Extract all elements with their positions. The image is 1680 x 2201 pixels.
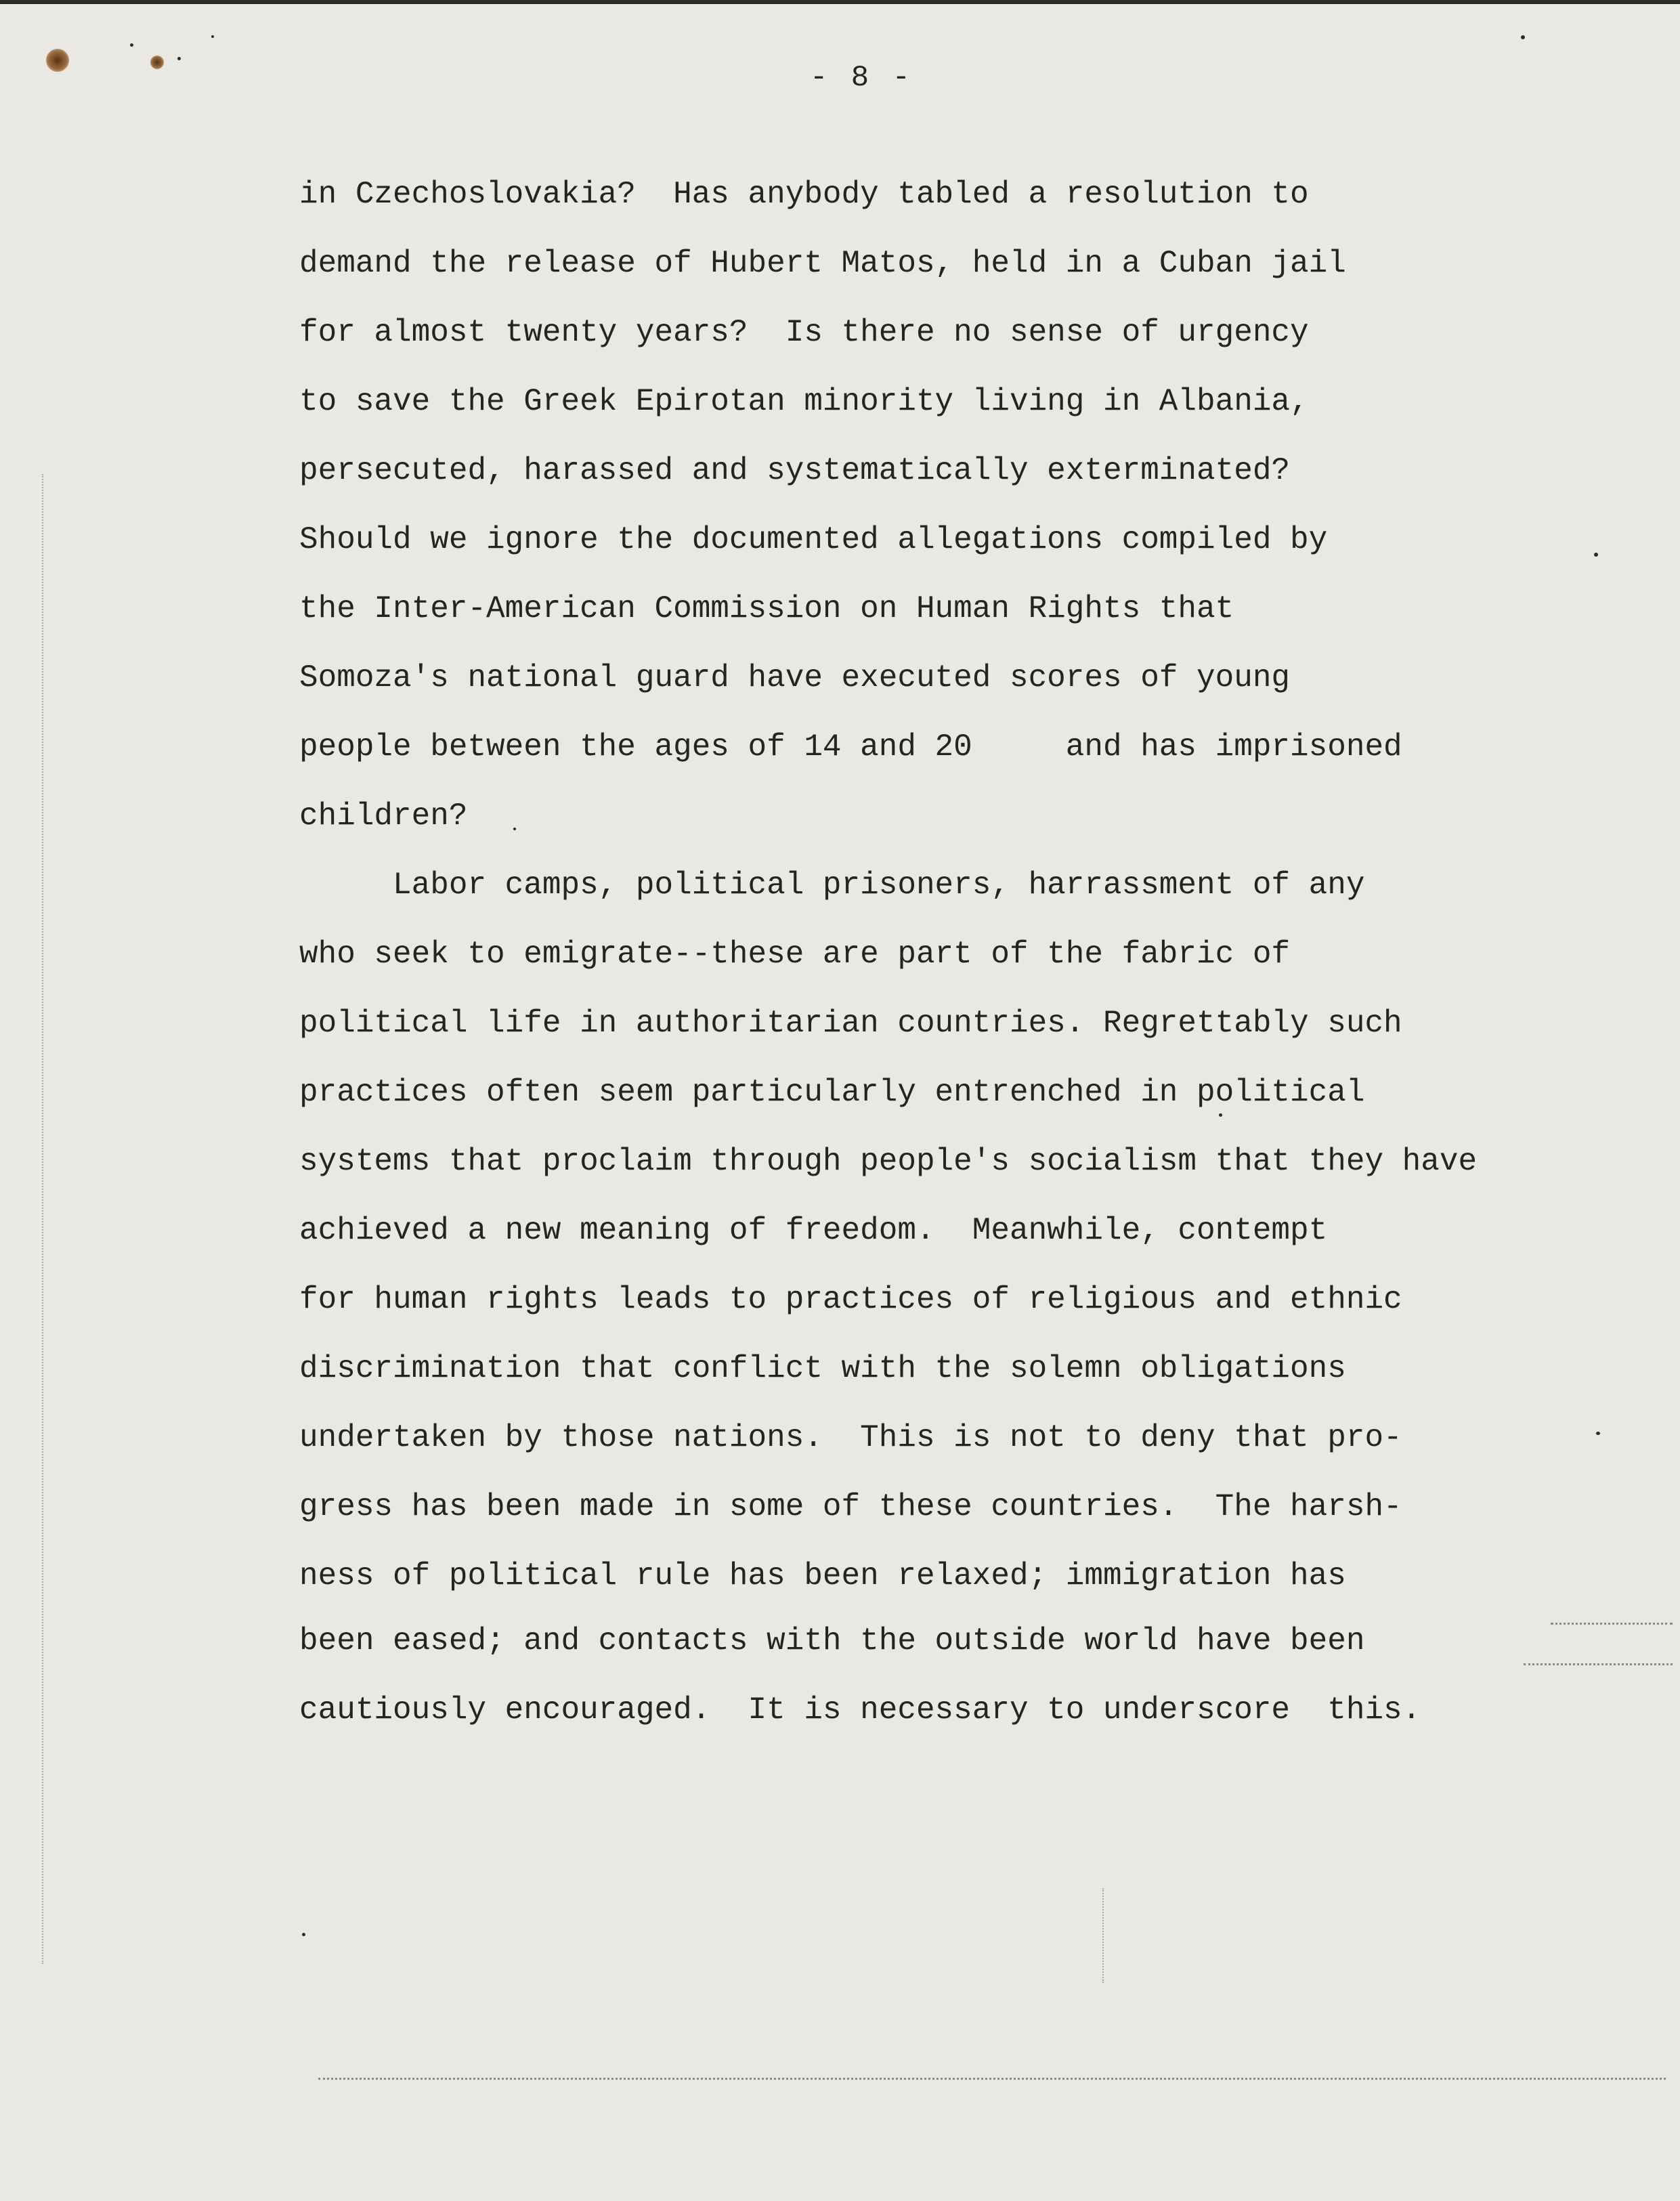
- text-line: Somoza's national guard have executed scores of young: [299, 660, 1291, 696]
- text-line: cautiously encouraged. It is necessary to underscore this.: [299, 1692, 1421, 1728]
- text-line: to save the Greek Epirotan minority living in Albania,: [299, 384, 1309, 419]
- dust-speck: [513, 828, 516, 830]
- text-line: who seek to emigrate--these are part of the fabric of: [299, 937, 1291, 972]
- text-line: been eased; and contacts with the outside world have been: [299, 1623, 1365, 1659]
- dust-speck: [302, 1933, 305, 1936]
- text-line: practices often seem particularly entrenched in political: [299, 1075, 1365, 1110]
- text-line: achieved a new meaning of freedom. Meanwhile, contempt: [299, 1213, 1328, 1248]
- scan-edge-mark: [42, 474, 43, 1964]
- page-number: - 8 -: [810, 61, 913, 95]
- text-line: ness of political rule has been relaxed; immigration has: [299, 1558, 1346, 1594]
- text-line: for almost twenty years? Is there no sense of urgency: [299, 315, 1309, 350]
- scan-center-mark: [1102, 1888, 1104, 1983]
- text-line: people between the ages of 14 and 20 and has imprisoned: [299, 729, 1402, 765]
- text-line: systems that proclaim through people's socialism that they have: [299, 1144, 1478, 1179]
- text-line: demand the release of Hubert Matos, held in a Cuban jail: [299, 246, 1346, 281]
- margin-dash-mark: [1551, 1623, 1673, 1625]
- rust-spot: [46, 49, 69, 72]
- text-line: Labor camps, political prisoners, harrassment of any: [299, 868, 1365, 903]
- dust-speck: [1521, 35, 1525, 39]
- text-line: undertaken by those nations. This is not to deny that pro-: [299, 1420, 1402, 1455]
- rust-spot: [150, 56, 164, 69]
- dust-speck: [130, 43, 133, 47]
- text-line: in Czechoslovakia? Has anybody tabled a resolution to: [299, 177, 1309, 212]
- text-line: gress has been made in some of these countries. The harsh-: [299, 1489, 1402, 1524]
- text-line: political life in authoritarian countries. Regrettably such: [299, 1006, 1402, 1041]
- bottom-dash-row: [318, 2078, 1666, 2080]
- text-line: children?: [299, 798, 468, 834]
- text-line: for human rights leads to practices of religious and ethnic: [299, 1282, 1402, 1317]
- dust-speck: [1219, 1113, 1222, 1117]
- text-line: the Inter-American Commission on Human Rights that: [299, 591, 1234, 626]
- dust-speck: [211, 35, 214, 38]
- text-line: persecuted, harassed and systematically exterminated?: [299, 453, 1291, 488]
- dust-speck: [1594, 553, 1598, 557]
- dust-speck: [1596, 1432, 1600, 1435]
- dust-speck: [177, 57, 181, 60]
- text-line: Should we ignore the documented allegations compiled by: [299, 522, 1328, 557]
- text-line: discrimination that conflict with the solemn obligations: [299, 1351, 1346, 1386]
- margin-dash-mark: [1524, 1663, 1673, 1665]
